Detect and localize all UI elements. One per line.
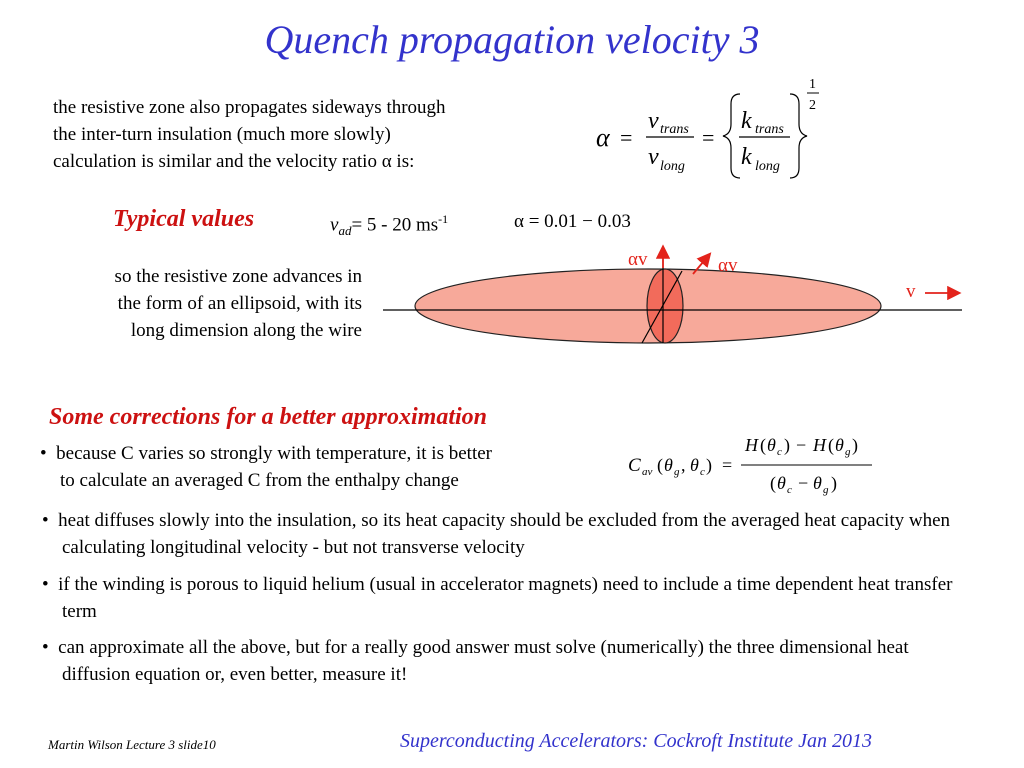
bullet-mark: • [40,443,47,464]
cav-H-2: H [813,435,826,455]
left-brace [723,94,740,178]
bullet-2-text: heat diffuses slowly into the insulation, so its heat capacity should be excluded from the averaged heat capacity when calculating longitudinal velocity - but not transverse velocity [58,510,951,558]
intro-line-3: calculation is similar and the velocity ratio α is: [53,151,415,172]
cav-den-lparen: ( [770,473,776,493]
bullet-mark: • [42,574,49,595]
formula-k-denominator: k [741,144,752,170]
cav-den-sub-g: g [823,484,829,496]
cav-C: C [628,455,641,476]
cav-H-1: H [745,435,758,455]
cav-lparen: ( [657,455,663,475]
ellipsoid-text [40,263,362,344]
formula-trans-sub-2: trans [755,122,784,137]
cav-den-minus: − [798,473,809,493]
cav-den-theta-1: θ [777,473,786,493]
intro-line-1: the resistive zone also propagates sideways through [53,97,446,118]
cav-sub-c-1: c [700,466,705,478]
alpha-formula [590,72,830,184]
slide-title: Quench propagation velocity 3 [264,17,760,62]
exponent-denominator: 2 [809,98,816,113]
intro-line-2: the inter-turn insulation (much more slowly) [53,124,391,145]
cav-comma: , [681,455,686,475]
bullet-2 [42,507,962,561]
right-brace [790,94,807,178]
bullet-4 [42,634,962,688]
label-alpha-v-vertical: αv [628,249,648,270]
formula-alpha-symbol: α [596,123,610,152]
cav-sub-g-1: g [674,466,680,478]
formula-k-numerator: k [741,108,752,134]
typical-values-heading: Typical values [113,206,255,232]
cav-rparen: ) [706,455,712,475]
cav-num-rparen-2: ) [852,435,858,455]
cav-num-theta-1: θ [767,435,776,455]
cav-sub-av: av [642,466,653,478]
ellipsoid-diagram [375,240,975,350]
bullet-3-text: if the winding is porous to liquid helium (usual in accelerator magnets) need to include a time dependent heat transfer term [58,574,953,622]
bullet-1 [40,440,620,494]
exponent-numerator: 1 [809,77,816,92]
cav-num-lparen-1: ( [760,435,766,455]
vad-value [330,212,448,239]
corrections-heading: Some corrections for a better approximation [49,404,487,430]
formula-v-numerator: v [648,108,659,134]
bullet-mark: • [42,637,49,658]
cav-num-rparen-1: ) [784,435,790,455]
cav-num-sub-c: c [777,446,782,458]
alpha-range: α = 0.01 − 0.03 [514,211,631,232]
formula-long-sub-2: long [755,159,780,174]
bullet-3 [42,571,962,625]
label-v: v [906,281,916,302]
ellipsoid-line-2: the form of an ellipsoid, with its [117,293,362,314]
bullet-1-line-2: to calculate an averaged C from the enthalpy change [60,470,459,491]
cav-den-sub-c: c [787,484,792,496]
vad-subscript: ad [338,223,352,239]
formula-v-denominator: v [648,144,659,170]
cav-equals: = [722,455,733,475]
cav-theta-1: θ [664,455,673,475]
bullet-4-text: can approximate all the above, but for a really good answer must solve (numerically) the three dimensional heat diffusion equation or, even better, measure it! [58,637,909,685]
vad-range: = 5 - 20 ms [351,214,439,236]
cav-theta-2: θ [690,455,699,475]
footer-course: Superconducting Accelerators: Cockroft Institute Jan 2013 [400,730,872,752]
bullet-mark: • [42,510,49,531]
intro-text [53,94,446,175]
vad-unit-exponent: -1 [438,212,449,226]
cav-den-theta-2: θ [813,473,822,493]
ellipsoid-line-3: long dimension along the wire [130,320,362,341]
formula-trans-sub-1: trans [660,122,689,137]
vad-v: v [330,214,339,236]
cav-formula [620,428,890,502]
footer-author: Martin Wilson Lecture 3 slide10 [48,737,216,752]
formula-equals-2: = [702,125,715,150]
cav-num-sub-g: g [845,446,851,458]
formula-equals-1: = [620,125,633,150]
cav-num-theta-2: θ [835,435,844,455]
cav-num-minus: − [796,435,807,455]
formula-long-sub-1: long [660,159,685,174]
label-alpha-v-diagonal: αv [718,255,738,276]
ellipsoid-line-1: so the resistive zone advances in [114,266,362,287]
cav-den-rparen: ) [831,473,837,493]
cav-num-lparen-2: ( [828,435,834,455]
bullet-1-line-1: because C varies so strongly with temperature, it is better [56,443,492,464]
